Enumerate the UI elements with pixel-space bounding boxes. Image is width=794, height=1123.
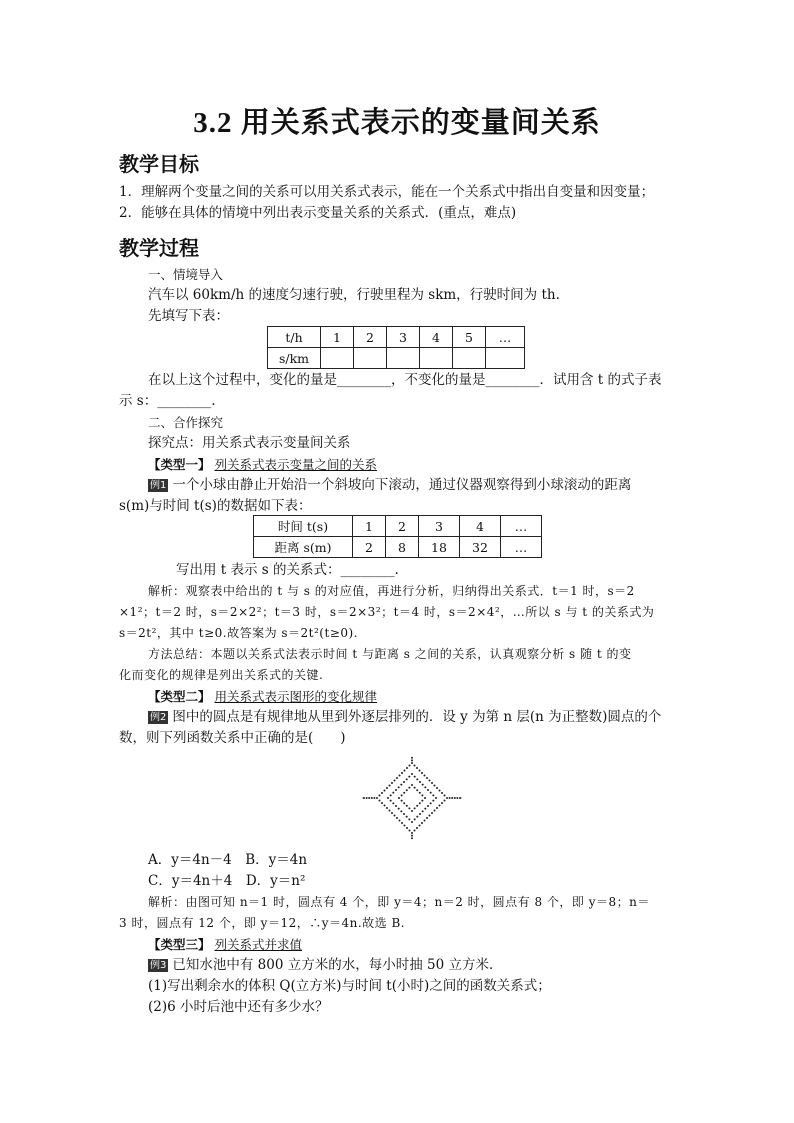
table-cell: [420, 348, 453, 369]
figure-dot: [391, 782, 393, 784]
figure-dot: [406, 816, 408, 818]
table-cell: …: [501, 516, 542, 537]
goals-heading: 教学目标: [119, 152, 199, 176]
figure-dot: [398, 786, 400, 788]
example-1-method-1: 方法总结：本题以关系式法表示时间 t 与距离 s 之间的关系，认真观察分析 s 随 t 的变: [148, 647, 632, 661]
figure-dot: [379, 795, 381, 797]
figure-dot: [422, 784, 424, 786]
figure-dot: [424, 775, 426, 777]
example-1-question: 写出用 t 表示 s 的关系式：________.: [176, 562, 399, 578]
table-cell: 5: [453, 327, 486, 348]
speed-table: [267, 326, 525, 369]
figure-dot: [395, 805, 397, 807]
figure-dot: [449, 797, 451, 799]
type-2-label: 【类型二】: [148, 689, 211, 704]
figure-dot: [426, 777, 428, 779]
type-1-heading: [148, 454, 377, 475]
figure-dot: [381, 792, 383, 794]
figure-dot: [411, 810, 413, 812]
figure-dot: [441, 802, 443, 804]
figure-dot: [379, 800, 381, 802]
figure-dot: [434, 785, 436, 787]
figure-dot: [401, 822, 403, 824]
figure-dot: [430, 792, 432, 794]
figure-dot: [414, 787, 416, 789]
figure-dot: [430, 802, 432, 804]
example-2-solution-1: 解析：由图可知 n＝1 时，圆点有 4 个，即 y＝4；n＝2 时，圆点有 8 个，即 y＝8；n＝: [148, 895, 650, 909]
example-3-question-2: (2)6 小时后池中还有多少水？: [148, 999, 329, 1015]
goal-1: 1．理解两个变量之间的关系可以用关系式表示，能在一个关系式中指出自变量和因变量；: [119, 184, 655, 200]
example-2-solution-2: 3 时，圆点有 12 个，即 y＝12，∴y＝4n.故选 B.: [119, 916, 406, 930]
figure-dot: [419, 813, 421, 815]
example-1-text: 一个小球由静止开始沿一个斜坡向下滚动，通过仪器观察得到小球滚动的距离: [172, 477, 632, 493]
figure-dot: [391, 812, 393, 814]
table-cell: t/h: [268, 327, 321, 348]
figure-dot: [429, 780, 431, 782]
figure-dot: [411, 762, 413, 764]
figure-dot: [456, 797, 458, 799]
type-3-title: 列关系式并求值: [214, 937, 303, 952]
figure-dot: [409, 765, 411, 767]
type-3-label: 【类型三】: [148, 937, 211, 952]
figure-dot: [431, 782, 433, 784]
table-cell: 3: [419, 516, 460, 537]
figure-dot: [381, 802, 383, 804]
figure-dot: [387, 797, 389, 799]
table-cell: 3: [387, 327, 420, 348]
figure-dot: [399, 775, 401, 777]
table-cell: [354, 348, 387, 369]
figure-dot: [371, 797, 373, 799]
figure-dot: [400, 810, 402, 812]
figure-dot: [444, 795, 446, 797]
figure-dot: [389, 785, 391, 787]
figure-dot: [454, 797, 456, 799]
figure-dot: [390, 800, 392, 802]
explore-point: 探究点：用关系式表示变量间关系: [148, 435, 351, 451]
figure-dot: [401, 794, 403, 796]
table-cell: 4: [420, 327, 453, 348]
figure-dot: [406, 767, 408, 769]
figure-dot: [419, 825, 421, 827]
figure-dot: [390, 794, 392, 796]
process-heading: 教学过程: [119, 236, 199, 260]
figure-dot: [386, 807, 388, 809]
figure-dot: [424, 797, 426, 799]
figure-dot: [411, 837, 413, 839]
figure-dot: [436, 807, 438, 809]
figure-dot: [411, 784, 413, 786]
figure-dot: [439, 790, 441, 792]
ball-table: [253, 515, 542, 558]
figure-dot: [409, 830, 411, 832]
figure-dot: [408, 776, 410, 778]
table-cell: [486, 348, 525, 369]
figure-dot: [426, 817, 428, 819]
figure-dot: [441, 792, 443, 794]
figure-dot: [427, 805, 429, 807]
type-2-title: 用关系式表示图形的变化规律: [214, 689, 378, 704]
figure-dot: [414, 830, 416, 832]
figure-dot: [436, 787, 438, 789]
table-cell: [387, 348, 420, 369]
table-cell: …: [486, 327, 525, 348]
figure-dot: [434, 810, 436, 812]
example-1-method-2: 化而变化的规律是列出关系式的关键.: [119, 668, 324, 682]
type-1-label: 【类型一】: [148, 457, 211, 472]
figure-dot: [451, 797, 453, 799]
figure-dot: [403, 781, 405, 783]
figure-dot: [411, 759, 413, 761]
figure-dot: [398, 797, 400, 799]
figure-dot: [384, 805, 386, 807]
example-3-line-1: [148, 955, 503, 976]
figure-dot: [392, 792, 394, 794]
figure-dot: [406, 827, 408, 829]
dot-layer-figure: [362, 756, 462, 840]
figure-dot: [414, 818, 416, 820]
figure-dot: [414, 765, 416, 767]
figure-dot: [366, 797, 368, 799]
example-3-tag: 例3: [150, 960, 167, 971]
table-cell: [321, 348, 354, 369]
figure-dot: [435, 797, 437, 799]
table-cell: s/km: [268, 348, 321, 369]
example-1-tag: 例1: [150, 480, 167, 491]
intro-question-2: 示 s：________.: [119, 393, 216, 409]
type-2-heading: [148, 686, 377, 707]
figure-dot: [403, 792, 405, 794]
figure-dot: [416, 816, 418, 818]
example-1-solution-2: ×1²；t＝2 时，s＝2×2²；t＝3 时，s＝2×3²；t＝4 时，s＝2×4²，…所以 s 与 t 的关系式为: [119, 605, 655, 619]
figure-dot: [398, 808, 400, 810]
table-cell: 时间 t(s): [254, 516, 353, 537]
figure-dot: [384, 790, 386, 792]
figure-dot: [376, 797, 378, 799]
figure-dot: [419, 792, 421, 794]
figure-dot: [400, 784, 402, 786]
figure-dot: [404, 825, 406, 827]
figure-dot: [373, 797, 375, 799]
figure-dot: [439, 805, 441, 807]
figure-dot: [424, 820, 426, 822]
figure-dot: [404, 770, 406, 772]
figure-dot: [416, 778, 418, 780]
figure-dot: [421, 794, 423, 796]
figure-dot: [431, 812, 433, 814]
page-title: 3.2 用关系式表示的变量间关系: [193, 107, 601, 139]
figure-dot: [432, 800, 434, 802]
figure-dot: [394, 815, 396, 817]
figure-dot: [414, 807, 416, 809]
option-cd: C．y＝4n＋4 D．y＝n²: [148, 873, 306, 889]
figure-dot: [401, 800, 403, 802]
figure-dot: [411, 835, 413, 837]
figure-dot: [432, 794, 434, 796]
table-cell: …: [501, 537, 542, 558]
figure-dot: [408, 807, 410, 809]
figure-dot: [424, 786, 426, 788]
example-1-solution-1: 解析：观察表中给出的 t 与 s 的对应值，再进行分析，归纳得出关系式．t＝1 时，s＝2: [148, 584, 635, 598]
intro-question-1: 在以上这个过程中，变化的量是________，不变化的量是________．试用含 t 的式子表: [148, 372, 662, 388]
type-1-title: 列关系式表示变量之间的关系: [214, 457, 378, 472]
figure-dot: [419, 781, 421, 783]
figure-dot: [363, 797, 365, 799]
explore-heading: 二、合作探究: [148, 415, 224, 430]
figure-dot: [399, 820, 401, 822]
intro-line-1: 汽车以 60km/h 的速度匀速行驶，行驶里程为 skm，行驶时间为 th.: [148, 287, 560, 303]
figure-dot: [411, 757, 413, 759]
figure-dot: [419, 770, 421, 772]
figure-dot: [424, 808, 426, 810]
intro-line-2: 先填写下表：: [148, 308, 229, 324]
example-2-tag: 例2: [150, 712, 167, 723]
intro-heading: 一、情境导入: [148, 267, 224, 282]
example-3-text: 已知水池中有 800 立方米的水，每小时抽 50 立方米．: [172, 957, 503, 973]
figure-dot: [392, 802, 394, 804]
table-cell: 2: [386, 516, 419, 537]
figure-dot: [421, 822, 423, 824]
table-cell: 2: [353, 537, 386, 558]
figure-dot: [389, 810, 391, 812]
figure-dot: [414, 776, 416, 778]
figure-dot: [427, 789, 429, 791]
table-cell: 2: [354, 327, 387, 348]
figure-dot: [416, 827, 418, 829]
table-cell: 18: [419, 537, 460, 558]
figure-dot: [406, 805, 408, 807]
figure-dot: [446, 797, 448, 799]
table-cell: 距离 s(m): [254, 537, 353, 558]
example-1-line-2: s(m)与时间 t(s)的数据如下表：: [119, 498, 312, 514]
figure-dot: [408, 787, 410, 789]
figure-dot: [394, 780, 396, 782]
figure-dot: [403, 802, 405, 804]
figure-dot: [416, 805, 418, 807]
table-cell: 32: [460, 537, 501, 558]
figure-dot: [411, 773, 413, 775]
figure-dot: [386, 787, 388, 789]
example-1-line-1: [148, 475, 631, 496]
figure-dot: [429, 815, 431, 817]
figure-dot: [411, 821, 413, 823]
figure-dot: [416, 767, 418, 769]
figure-dot: [411, 832, 413, 834]
figure-dot: [403, 813, 405, 815]
figure-dot: [444, 800, 446, 802]
table-cell: 8: [386, 537, 419, 558]
figure-dot: [401, 772, 403, 774]
figure-dot: [396, 817, 398, 819]
figure-dot: [421, 800, 423, 802]
figure-dot: [459, 797, 461, 799]
example-3-question-1: (1)写出剩余水的体积 Q(立方米)与时间 t(小时)之间的函数关系式；: [148, 978, 551, 994]
figure-dot: [406, 778, 408, 780]
example-2-line-1: [148, 707, 661, 728]
example-1-solution-3: s＝2t²，其中 t≥0.故答案为 s＝2t²(t≥0).: [119, 626, 358, 640]
goal-2: 2．能够在具体的情境中列出表示变量关系的关系式．(重点，难点): [119, 205, 517, 221]
figure-dot: [408, 818, 410, 820]
figure-dot: [421, 772, 423, 774]
figure-dot: [416, 789, 418, 791]
figure-dot: [406, 789, 408, 791]
example-2-line-2: 数，则下列函数关系中正确的是( ): [119, 730, 346, 746]
figure-dot: [396, 777, 398, 779]
table-cell: 1: [353, 516, 386, 537]
table-cell: 1: [321, 327, 354, 348]
table-cell: [453, 348, 486, 369]
example-2-text: 图中的圆点是有规律地从里到外逐层排列的．设 y 为第 n 层(n 为正整数)圆点的个: [172, 709, 662, 725]
figure-dot: [419, 802, 421, 804]
type-3-heading: [148, 934, 302, 955]
figure-dot: [368, 797, 370, 799]
figure-dot: [422, 810, 424, 812]
figure-dot: [395, 789, 397, 791]
table-cell: 4: [460, 516, 501, 537]
option-ab: A．y＝4n－4 B．y＝4n: [148, 852, 308, 868]
